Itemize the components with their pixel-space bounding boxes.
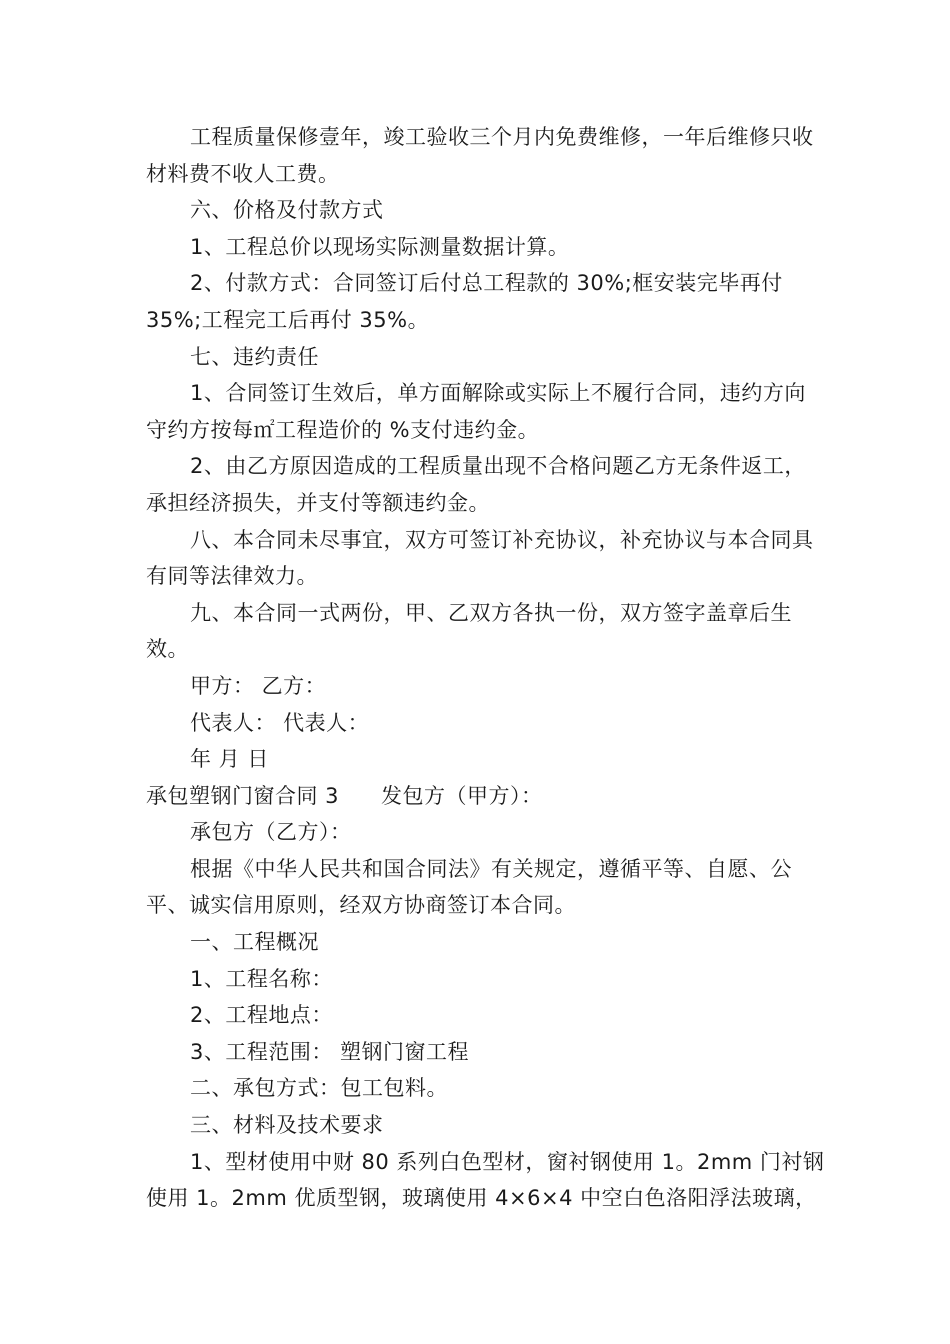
paragraph: 2、工程地点： — [190, 1003, 333, 1028]
paragraph: 1、型材使用中财 80 系列白色型材，窗衬钢使用 1。2mm 门衬钢使用 1。2mm 优质型钢，玻璃使用 4×6×4 中空白色洛阳浮法玻璃， — [146, 1149, 825, 1211]
section-heading: 七、违约责任 — [190, 344, 319, 369]
signature-representatives: 代表人： 代表人： — [190, 710, 370, 735]
contract-party-a: 发包方（甲方）： — [381, 783, 543, 808]
section-heading: 六、价格及付款方式 — [190, 198, 384, 223]
section-heading: 三、材料及技术要求 — [190, 1113, 384, 1138]
contract-title-line — [146, 778, 826, 815]
paragraph: 根据《中华人民共和国合同法》有关规定，遵循平等、自愿、公平、诚实信用原则，经双方协商签订本合同。 — [146, 856, 792, 918]
signature-date: 年 月 日 — [190, 747, 269, 772]
paragraph: 九、本合同一式两份，甲、乙双方各执一份，双方签字盖章后生效。 — [146, 600, 792, 662]
paragraph: 工程质量保修壹年，竣工验收三个月内免费维修，一年后维修只收材料费不收人工费。 — [146, 125, 814, 186]
paragraph: 2、由乙方原因造成的工程质量出现不合格问题乙方无条件返工，承担经济损失，并支付等额违约金。 — [146, 454, 806, 515]
paragraph: 3、工程范围： 塑钢门窗工程 — [190, 1039, 470, 1064]
paragraph: 1、工程名称： — [190, 966, 333, 991]
paragraph: 1、工程总价以现场实际测量数据计算。 — [190, 234, 570, 259]
paragraph: 1、合同签订生效后，单方面解除或实际上不履行合同，违约方向守约方按每㎡工程造价的 %支付违约金。 — [146, 381, 806, 442]
document-body — [146, 119, 826, 1217]
contract-party-b: 承包方（乙方）： — [190, 820, 352, 845]
contract-title: 承包塑钢门窗合同 3 — [146, 783, 340, 808]
paragraph: 八、本合同未尽事宜，双方可签订补充协议，补充协议与本合同具有同等法律效力。 — [146, 527, 814, 589]
section-heading: 二、承包方式：包工包料。 — [190, 1076, 448, 1101]
section-heading: 一、工程概况 — [190, 930, 319, 955]
paragraph: 2、付款方式：合同签订后付总工程款的 30%;框安装完毕再付35%;工程完工后再付 35%。 — [146, 271, 783, 332]
signature-parties: 甲方： 乙方： — [190, 673, 327, 698]
